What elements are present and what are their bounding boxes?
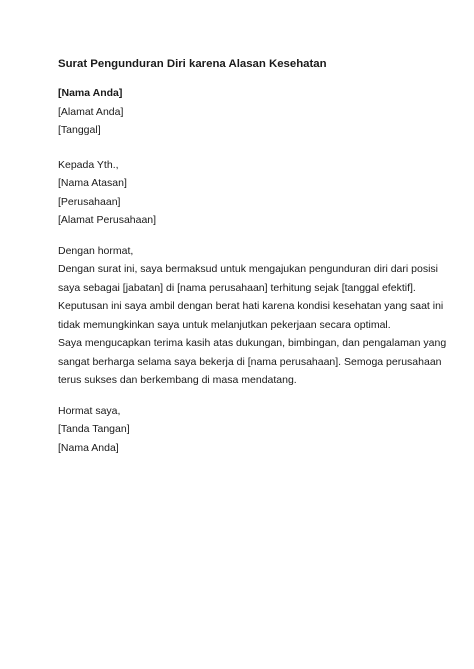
sender-block [58, 84, 418, 140]
paragraph-line: terus sukses dan berkembang di masa mendatang. [58, 374, 297, 386]
letter-body [58, 56, 447, 457]
closing-name: [Nama Anda] [58, 441, 119, 454]
paragraph-line: Dengan surat ini, saya bermaksud untuk mengajukan pengunduran diri dari posisi [58, 263, 438, 275]
letter-title: Surat Pengunduran Diri karena Alasan Kesehatan [58, 58, 327, 70]
closing-block [58, 402, 418, 458]
recipient-company: [Perusahaan] [58, 195, 121, 208]
greeting: Dengan hormat, [58, 244, 134, 257]
recipient-block [58, 156, 418, 230]
greeting-block [58, 242, 418, 261]
recipient-address: [Alamat Perusahaan] [58, 214, 157, 226]
paragraph-line: Keputusan ini saya ambil dengan berat hati karena kondisi kesehatan yang saat ini [58, 300, 444, 312]
closing-phrase: Hormat saya, [58, 404, 121, 417]
paragraph-resignation [58, 260, 444, 334]
recipient-salutation: Kepada Yth., [58, 158, 119, 171]
paragraph-line: saya sebagai [jabatan] di [nama perusahaan] terhitung sejak [tanggal efektif]. [58, 281, 416, 294]
recipient-name: [Nama Atasan] [58, 177, 127, 189]
sender-address: [Alamat Anda] [58, 105, 124, 118]
paragraph-line: tidak memungkinkan saya untuk melanjutkan pekerjaan secara optimal. [58, 318, 391, 331]
paragraph-line: Saya mengucapkan terima kasih atas dukungan, bimbingan, dan pengalaman yang [58, 337, 447, 349]
sender-name: [Nama Anda] [58, 87, 123, 99]
paragraph-line: sangat berharga selama saya bekerja di [nama perusahaan]. Semoga perusahaan [58, 355, 442, 368]
letter-date: [Tanggal] [58, 124, 101, 136]
signature-placeholder: [Tanda Tangan] [58, 423, 130, 435]
paragraph-thanks [58, 334, 447, 390]
